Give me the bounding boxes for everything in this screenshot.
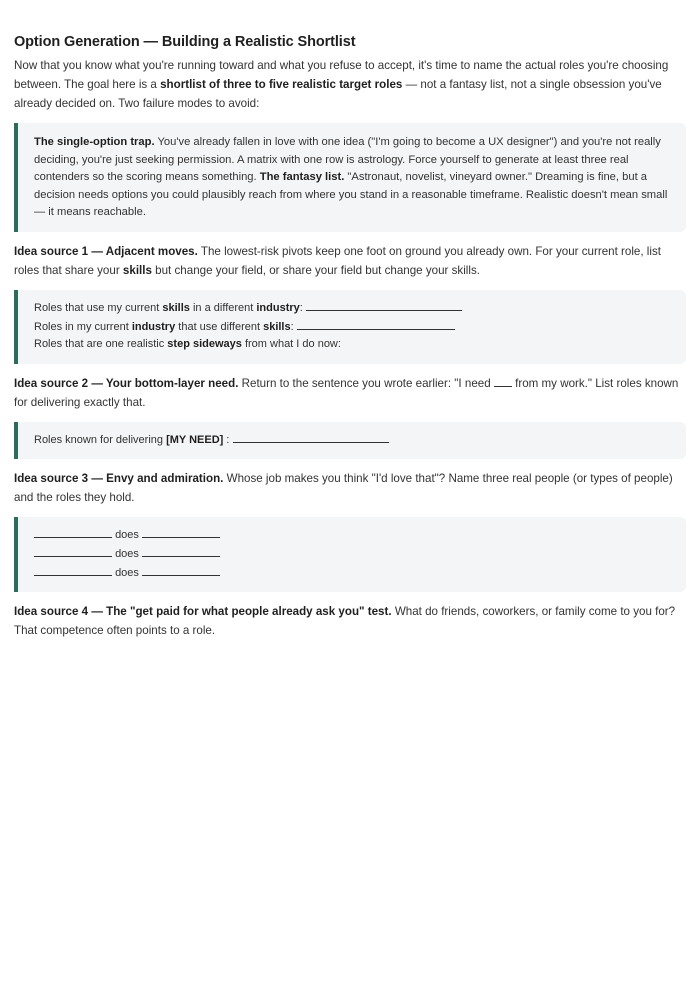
fantasy-list-title: The fantasy list. xyxy=(259,171,345,184)
page-title: Option Generation — Building a Realistic Shortlist xyxy=(14,34,356,50)
fill-in-blank[interactable] xyxy=(306,299,462,311)
intro-paragraph xyxy=(14,56,686,113)
idea-source-1-text-a: The lowest-risk pivots keep one foot on ground you already own. For your current role, list roles that share your xyxy=(14,244,661,277)
fill-in-blank[interactable] xyxy=(494,375,512,387)
idea-source-2-label: Idea source 2 — Your bottom-layer need. xyxy=(14,376,239,390)
does-label: does xyxy=(115,529,139,542)
fill-in-blank[interactable] xyxy=(34,545,112,557)
line-text: Roles that are one realistic xyxy=(34,338,168,351)
line-text: Roles that use my current xyxy=(34,301,163,314)
fill-in-blank[interactable] xyxy=(142,526,220,538)
line-text: : xyxy=(223,433,230,446)
idea-source-3-text: Whose job makes you think "I'd love that"? Name three real people (or types of people) and the roles they hold. xyxy=(14,472,673,505)
idea-source-1-label: Idea source 1 — Adjacent moves. xyxy=(14,244,198,258)
idea-source-4 xyxy=(14,602,686,640)
line-bold: industry xyxy=(256,301,300,314)
failure-modes-text xyxy=(34,134,670,222)
idea-source-2 xyxy=(14,374,686,412)
line-text: Roles known for delivering xyxy=(34,433,167,446)
intro-text-1: Now that you know what you're running toward and what you refuse to accept, it's time to name the actual roles you're choosing between. The goal here is a xyxy=(14,59,669,91)
line-bold: step sideways xyxy=(167,338,242,351)
bottom-layer-need-worksheet xyxy=(14,422,686,460)
line-text: that use different xyxy=(175,320,264,333)
fill-in-blank[interactable] xyxy=(34,564,112,576)
intro-text-2: — not a fantasy list, not a single obsession you've already decided on. Two failure modes to avoid: xyxy=(14,78,662,110)
idea-source-4-label: Idea source 4 — The "get paid for what people already ask you" test. xyxy=(14,605,392,619)
line-bold: industry xyxy=(131,320,176,333)
line-text: Roles in my current xyxy=(34,320,132,333)
line-text: from what I do now: xyxy=(241,338,341,351)
line-text: : xyxy=(299,301,303,314)
line-text: in a different xyxy=(189,301,257,314)
idea-source-2-text-a: Return to the sentence you wrote earlier: "I need xyxy=(238,376,494,390)
intro-bold: shortlist of three to five realistic target roles xyxy=(160,78,403,91)
single-option-trap-title: The single-option trap. xyxy=(34,136,155,148)
line-bold: skills xyxy=(162,301,190,314)
idea-source-4-text: What do friends, coworkers, or family come to you for? That competence often points to a role. xyxy=(14,605,676,638)
idea-source-1-skills: skills xyxy=(122,263,152,277)
fill-in-blank[interactable] xyxy=(233,431,389,443)
line-bold: [MY NEED] xyxy=(166,433,224,446)
single-option-trap-text: You've already fallen in love with one idea ("I'm going to become a UX designer") and you're not really deciding, you're just seeking permission. A matrix with one row is astrology. Force yourself to generate at least three real contenders so the scoring means something. xyxy=(34,136,661,184)
idea-source-1 xyxy=(14,242,686,280)
failure-modes-callout xyxy=(14,123,686,232)
worksheet-line-step-sideways xyxy=(34,336,670,354)
fill-in-blank[interactable] xyxy=(34,526,112,538)
line-text: : xyxy=(290,320,294,333)
adjacent-moves-worksheet xyxy=(14,290,686,364)
does-label: does xyxy=(115,547,139,560)
worksheet-line-need xyxy=(34,431,670,450)
fill-in-blank[interactable] xyxy=(142,545,220,557)
idea-source-2-text-b: from my work." List roles known for delivering exactly that. xyxy=(14,376,679,409)
idea-source-3-label: Idea source 3 — Envy and admiration. xyxy=(14,472,224,486)
worksheet-line-does xyxy=(34,545,670,564)
fantasy-list-text: "Astronaut, novelist, vineyard owner." Dreaming is fine, but a decision needs options you could plausibly reach from where you stand in a reasonable timeframe. Realistic doesn't mean small — it means reachable. xyxy=(34,171,668,219)
worksheet-line-does xyxy=(34,526,670,545)
idea-source-3 xyxy=(14,469,686,507)
idea-source-1-text-b: but change your field, or share your field but change your skills. xyxy=(151,263,480,277)
line-bold: skills xyxy=(263,320,291,333)
does-label: does xyxy=(115,566,139,579)
worksheet-line-does xyxy=(34,564,670,583)
worksheet-line-industry-skills xyxy=(34,318,670,337)
envy-admiration-worksheet xyxy=(14,517,686,592)
fill-in-blank[interactable] xyxy=(297,318,455,330)
fill-in-blank[interactable] xyxy=(142,564,220,576)
worksheet-line-skills-industry xyxy=(34,299,670,318)
